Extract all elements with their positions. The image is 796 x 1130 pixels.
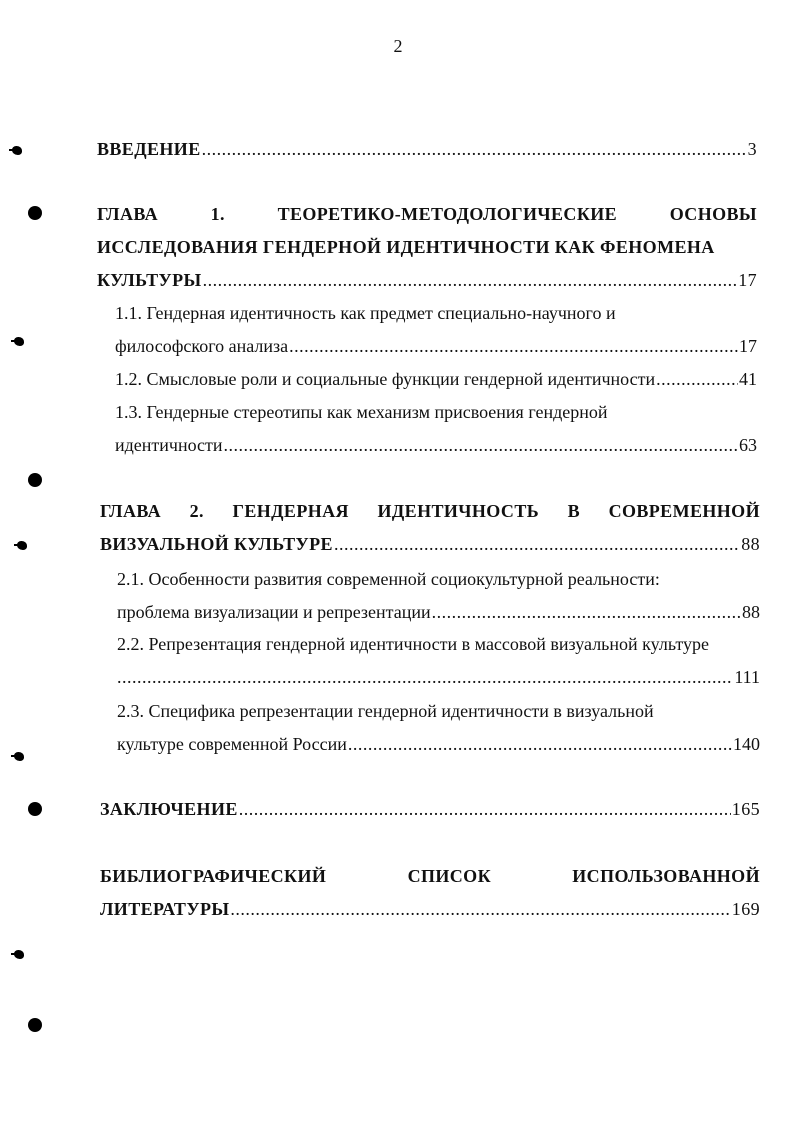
dot-leader [239,793,731,826]
toc-entry-chapter-2[interactable] [100,495,760,561]
entry-title-line: 1.1. Гендерная идентичность как предмет специально-научного и [115,303,616,323]
dot-leader [202,133,747,166]
title-word: 1. [210,204,225,224]
entry-title: 1.2. Смысловые роли и социальные функции гендерной идентичности [115,369,656,389]
punch-hole [28,1018,42,1032]
title-word: ИДЕНТИЧНОСТЬ [377,501,540,521]
title-word: ИСПОЛЬЗОВАННОЙ [572,866,760,886]
entry-page: 41 [739,369,757,389]
entry-page: 17 [738,270,757,290]
toc-entry-section-1-2[interactable] [115,363,757,396]
toc-entry-section-2-3[interactable] [117,695,760,761]
entry-title-line: 1.3. Гендерные стереотипы как механизм присвоения гендерной [115,402,608,422]
toc-entry-section-1-1[interactable] [115,297,757,363]
title-word: ГЕНДЕРНАЯ [232,501,349,521]
title-word: 2. [189,501,204,521]
entry-page: 165 [731,799,760,819]
punch-hole [28,802,42,816]
entry-title: идентичности [115,435,223,455]
entry-title: ЛИТЕРАТУРЫ [100,899,230,919]
toc-entry-section-2-1[interactable] [117,563,760,629]
title-word: ТЕОРЕТИКО-МЕТОДОЛОГИЧЕСКИЕ [277,204,618,224]
dot-leader [230,893,730,926]
dot-leader [203,264,738,297]
toc-entry-section-1-3[interactable] [115,396,757,462]
dot-leader [117,661,733,694]
entry-page: 169 [731,899,760,919]
toc-entry-bibliography[interactable] [100,860,760,926]
entry-page: 111 [734,667,760,687]
punch-hole [28,473,42,487]
entry-title: ЗАКЛЮЧЕНИЕ [100,799,238,819]
title-word: СПИСОК [407,866,492,886]
scan-speck [14,950,24,959]
entry-page: 88 [741,534,760,554]
entry-title: проблема визуализации и репрезентации [117,602,431,622]
dot-leader [348,728,732,761]
title-word: СОВРЕМЕННОЙ [608,501,760,521]
toc-entry-conclusion[interactable] [100,793,760,826]
entry-title: культуре современной России [117,734,347,754]
entry-title: философского анализа [115,336,289,356]
entry-page: 17 [739,336,757,356]
entry-title: КУЛЬТУРЫ [97,270,202,290]
title-word: В [567,501,580,521]
entry-title: ВИЗУАЛЬНОЙ КУЛЬТУРЕ [100,534,333,554]
page-number: 2 [393,36,403,56]
dot-leader [224,429,738,462]
scan-speck [14,752,24,761]
entry-title: ВВЕДЕНИЕ [97,139,201,159]
toc-entry-introduction[interactable] [97,133,757,166]
entry-page: 88 [742,602,760,622]
title-word: ОСНОВЫ [669,204,757,224]
title-word: БИБЛИОГРАФИЧЕСКИЙ [100,866,327,886]
toc-entry-section-2-2[interactable] [117,628,760,694]
entry-page: 140 [733,734,760,754]
entry-title-line: 2.1. Особенности развития современной социокультурной реальности: [117,569,660,589]
scan-speck [12,146,22,155]
dot-leader [289,330,738,363]
toc-entry-chapter-1[interactable] [97,198,757,297]
entry-title-line: 2.2. Репрезентация гендерной идентичности в массовой визуальной культуре [117,634,709,654]
entry-title-line: ИССЛЕДОВАНИЯ ГЕНДЕРНОЙ ИДЕНТИЧНОСТИ КАК ФЕНОМЕНА [97,237,715,257]
title-word: ГЛАВА [100,501,162,521]
dot-leader [432,596,741,629]
scan-speck [17,541,27,550]
entry-page: 3 [747,139,757,159]
dot-leader [656,363,738,396]
punch-hole [28,206,42,220]
title-word: ГЛАВА [97,204,159,224]
dot-leader [334,528,740,561]
entry-page: 63 [739,435,757,455]
entry-title-line: 2.3. Специфика репрезентации гендерной идентичности в визуальной [117,701,654,721]
scan-speck [14,337,24,346]
